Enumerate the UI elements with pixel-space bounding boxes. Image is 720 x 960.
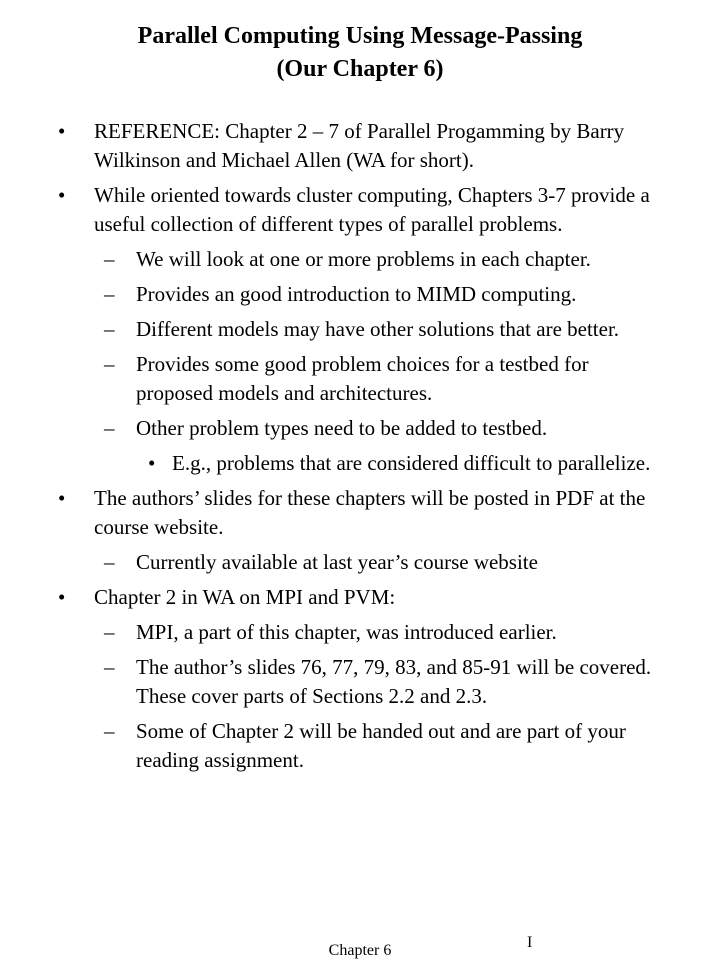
bullet-item-reference bbox=[58, 117, 668, 175]
sub-bullet-marker: • bbox=[148, 451, 156, 475]
sub-item-text: Currently available at last year’s course website bbox=[136, 550, 538, 574]
bullet-marker: • bbox=[58, 585, 66, 609]
sub-item-text: MPI, a part of this chapter, was introduced earlier. bbox=[136, 620, 557, 644]
sub-item-testbed-choices bbox=[58, 350, 668, 408]
sub-item-text: We will look at one or more problems in each chapter. bbox=[136, 247, 591, 271]
dash-marker: – bbox=[104, 282, 115, 306]
sub-sub-item-text: E.g., problems that are considered difficult to parallelize. bbox=[172, 451, 651, 475]
sub-item-reading-assignment bbox=[58, 717, 668, 775]
bullet-marker: • bbox=[58, 119, 66, 143]
dash-marker: – bbox=[104, 247, 115, 271]
dash-marker: – bbox=[104, 620, 115, 644]
bullet-text: REFERENCE: Chapter 2 – 7 of Parallel Progamming by Barry Wilkinson and Michael Allen (WA for short). bbox=[94, 119, 625, 172]
dash-marker: – bbox=[104, 416, 115, 440]
sub-item-other-problem-types bbox=[58, 414, 668, 443]
dash-marker: – bbox=[104, 655, 115, 679]
sub-item-different-models bbox=[58, 315, 668, 344]
sub-item-problems-each-chapter bbox=[58, 245, 668, 274]
bullet-text: While oriented towards cluster computing, Chapters 3-7 provide a useful collection of different types of parallel problems. bbox=[94, 183, 650, 236]
dash-marker: – bbox=[104, 352, 115, 376]
dash-marker: – bbox=[104, 550, 115, 574]
dash-marker: – bbox=[104, 317, 115, 341]
sub-item-slides-covered bbox=[58, 653, 668, 711]
page-number: I bbox=[527, 934, 533, 951]
bullet-list bbox=[58, 117, 668, 781]
bullet-text: Chapter 2 in WA on MPI and PVM: bbox=[94, 585, 396, 609]
slide-title bbox=[0, 20, 720, 86]
sub-item-text: Provides an good introduction to MIMD computing. bbox=[136, 282, 577, 306]
sub-item-text: Provides some good problem choices for a testbed for proposed models and architectures. bbox=[136, 352, 589, 405]
slide-title-line-2: (Our Chapter 6) bbox=[276, 56, 444, 82]
sub-item-mpi-introduced bbox=[58, 618, 668, 647]
bullet-item-cluster-computing bbox=[58, 181, 668, 239]
dash-marker: – bbox=[104, 719, 115, 743]
sub-item-last-year-website bbox=[58, 548, 668, 577]
sub-item-text: The author’s slides 76, 77, 79, 83, and 85-91 will be covered. These cover parts of Sections 2.2 and 2.3. bbox=[136, 655, 652, 708]
sub-item-text: Different models may have other solutions that are better. bbox=[136, 317, 620, 341]
bullet-marker: • bbox=[58, 183, 66, 207]
slide-title-line-1: Parallel Computing Using Message-Passing bbox=[137, 23, 583, 49]
sub-item-text: Other problem types need to be added to testbed. bbox=[136, 416, 548, 440]
sub-sub-item-difficult-problems bbox=[58, 449, 668, 478]
bullet-item-authors-slides bbox=[58, 484, 668, 542]
bullet-marker: • bbox=[58, 486, 66, 510]
bullet-item-chapter-2 bbox=[58, 583, 668, 612]
sub-item-mimd-intro bbox=[58, 280, 668, 309]
footer-chapter-label: Chapter 6 bbox=[328, 942, 392, 959]
sub-item-text: Some of Chapter 2 will be handed out and are part of your reading assignment. bbox=[136, 719, 626, 772]
bullet-text: The authors’ slides for these chapters will be posted in PDF at the course website. bbox=[94, 486, 646, 539]
